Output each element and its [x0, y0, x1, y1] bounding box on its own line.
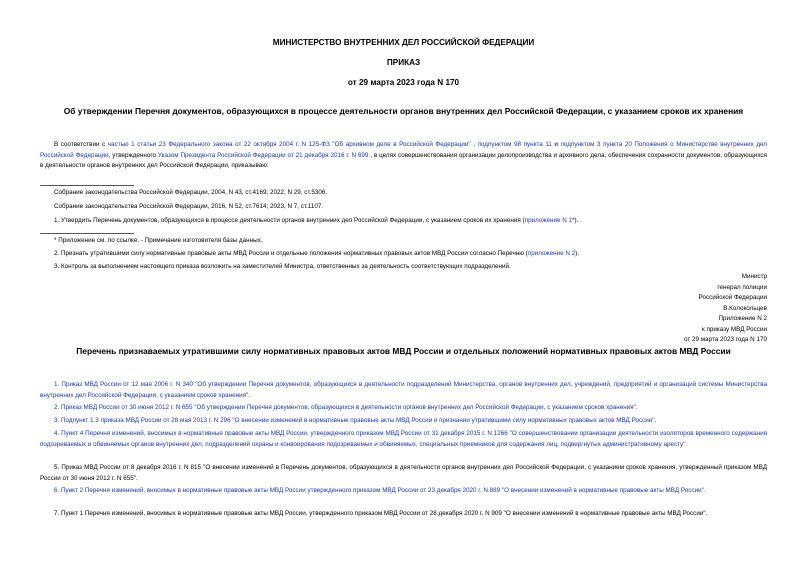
appendix-2-link[interactable]: приложение N 2 [527, 250, 576, 257]
footnote-1: Собрание законодательства Российской Федерации, 2004, N 43, ст.4169; 2022, N 29, ст.5306. [54, 189, 328, 196]
list-item-7-text: 7. Пункт 1 Перечня изменений, вносимых в нормативные правовые акты МВД России, утвержденного приказом МВД России от 28 декабря 2020 г. N 909 "О внесении изменений в нормативные правовые акты МВД России". [54, 510, 708, 517]
doc-type-heading: ПРИКАЗ [386, 58, 421, 67]
preamble-text-3: и [551, 141, 561, 148]
list-item-4 [40, 429, 767, 450]
order-date-number: от 29 марта 2023 года N 170 [347, 78, 460, 87]
order-title: Об утверждении Перечня документов, образующихся в процессе деятельности органов внутренних дел Российской Федерации, с указанием сроков их хранения [63, 106, 744, 116]
item-2 [54, 249, 579, 260]
footnote-divider-2 [40, 233, 134, 234]
footnote-appendix-note: * Приложение см. по ссылке. - Примечание изготовителя базы данных. [54, 237, 263, 244]
preamble-text-1: В соответствии с [54, 141, 108, 148]
appendix-line-3: от 29 марта 2023 года N 170 [683, 336, 767, 343]
list-item-5 [40, 463, 767, 484]
signature-line-1: Министр [741, 273, 767, 280]
list-item-6-link[interactable]: 6. Пункт 2 Перечня изменений, вносимых в нормативные правовые акты МВД России утвержденного приказом МВД России от 23 декабря 2020 г. N 889 "О внесении изменений в нормативные правовые акты МВД России". [54, 487, 706, 494]
footnote-2: Собрание законодательства Российской Федерации, 2016, N 52, ст.7614; 2023, N 7, ст.1107. [54, 203, 324, 210]
signature-line-2: генерал полиции [717, 283, 767, 291]
list-title: Перечень признаваемых утратившими силу нормативных правовых актов МВД России и отдельных положений нормативных правовых актов МВД России [76, 346, 731, 356]
law-125-link[interactable]: частью 1 статьи 23 Федерального закона от 22 октября 2004 г. N 125-ФЗ "Об архивном деле в Российской Федерации" [107, 141, 471, 148]
list-item-6 [40, 486, 767, 497]
signature-block [684, 272, 767, 346]
signature-line-3: Российской Федерации [698, 294, 767, 301]
list-item-5-text: 5. Приказ МВД России от 8 декабря 2016 г. N 815 "О внесении изменений в Перечень документов, образующихся в деятельности органов внутренних дел Российской Федерации, с указанием сроков хранения, утвержденный приказом МВД России от 30 июня 2012 г. N 655". [40, 464, 767, 482]
appendix-1-link[interactable]: приложение N 1 [524, 217, 573, 224]
list-item-1 [40, 380, 767, 401]
item-2-text: 2. Признать утратившими силу нормативные правовые акты МВД России и отдельные положения нормативных правовых актов МВД России согласно Перечню ( [54, 250, 528, 257]
regulation-link[interactable]: подпунктом 3 пункта 20 Положения о Министерстве внутренних дел Российской Федерации [40, 141, 767, 159]
item-1-text: 1. Утвердить Перечень документов, образующихся в процессе деятельности органов внутренних дел Российской Федерации, с указанием сроков их хранения ( [54, 217, 525, 224]
list-item-7 [40, 509, 767, 520]
preamble-text-5: , в целях совершенствования организации делопроизводства и архивного дела, обеспечения сохранности документов, образующихся в деятельности органов внутренних дел Российской Федерации, приказываю: [40, 151, 767, 169]
ministry-heading: МИНИСТЕРСТВО ВНУТРЕННИХ ДЕЛ РОССИЙСКОЙ ФЕДЕРАЦИИ [272, 38, 535, 47]
item-2-tail: ). [575, 250, 580, 257]
item-3: 3. Контроль за выполнением настоящего приказа возложить на заместителей Министра, ответственных за деятельность соответствующих подразделений. [54, 263, 511, 270]
footnote-divider [40, 185, 134, 186]
appendix-line-1: Приложение N 2 [718, 315, 767, 322]
subitem-98-link[interactable]: подпунктом 98 пункта 11 [477, 141, 552, 148]
preamble-text-2: , [470, 141, 478, 148]
list-item-4-link[interactable]: 4. Пункт 4 Перечня изменений, вносимых в нормативные правовые акты МВД России, утвержденного приказом МВД России от 31 декабря 2015 г. N 1266 "О совершенствовании организации деятельности изоляторов временного содержания подозреваемых и обвиняемых органов внутренних дел, подразделений охраны и конвоирования подозреваемых и обвиняемых, специальных приемников для содержания лиц, подвергнутых административному аресту". [40, 430, 767, 448]
preamble-paragraph [40, 140, 767, 172]
item-1 [54, 216, 578, 227]
signature-line-4: В.Колокольцев [723, 304, 767, 312]
list-item-2-link[interactable]: 2. Приказ МВД России от 30 июня 2012 г. N 655 "Об утверждении Перечня документов, образующихся в деятельности органов внутренних дел Российской Федерации, с указанием сроков хранения". [54, 404, 638, 411]
appendix-line-2: к приказу МВД России [701, 325, 767, 333]
list-item-2 [40, 403, 767, 414]
decree-699-link[interactable]: Указом Президента Российской Федерации от 21 декабря 2016 г. N 699 [157, 151, 369, 159]
item-1-tail: *). [572, 217, 579, 224]
list-item-1-link[interactable]: 1. Приказ МВД России от 12 мая 2006 г. N 340 "Об утверждении Перечня документов, образующихся в деятельности подразделений Министерства, органов внутренних дел, учреждений, предприятий и организаций системы Министерства внутренних дел Российской Федерации, с указанием сроков хранения". [40, 381, 767, 399]
list-item-3-link[interactable]: 3. Подпункт 1.3 приказа МВД России от 28 мая 2013 г. N 296 "О внесении изменений в нормативные правовые акты МВД России и признании утратившими силу нормативных правовых актов МВД России". [54, 417, 657, 424]
preamble-text-4: , утвержденного [108, 151, 158, 159]
list-item-3 [40, 416, 767, 427]
